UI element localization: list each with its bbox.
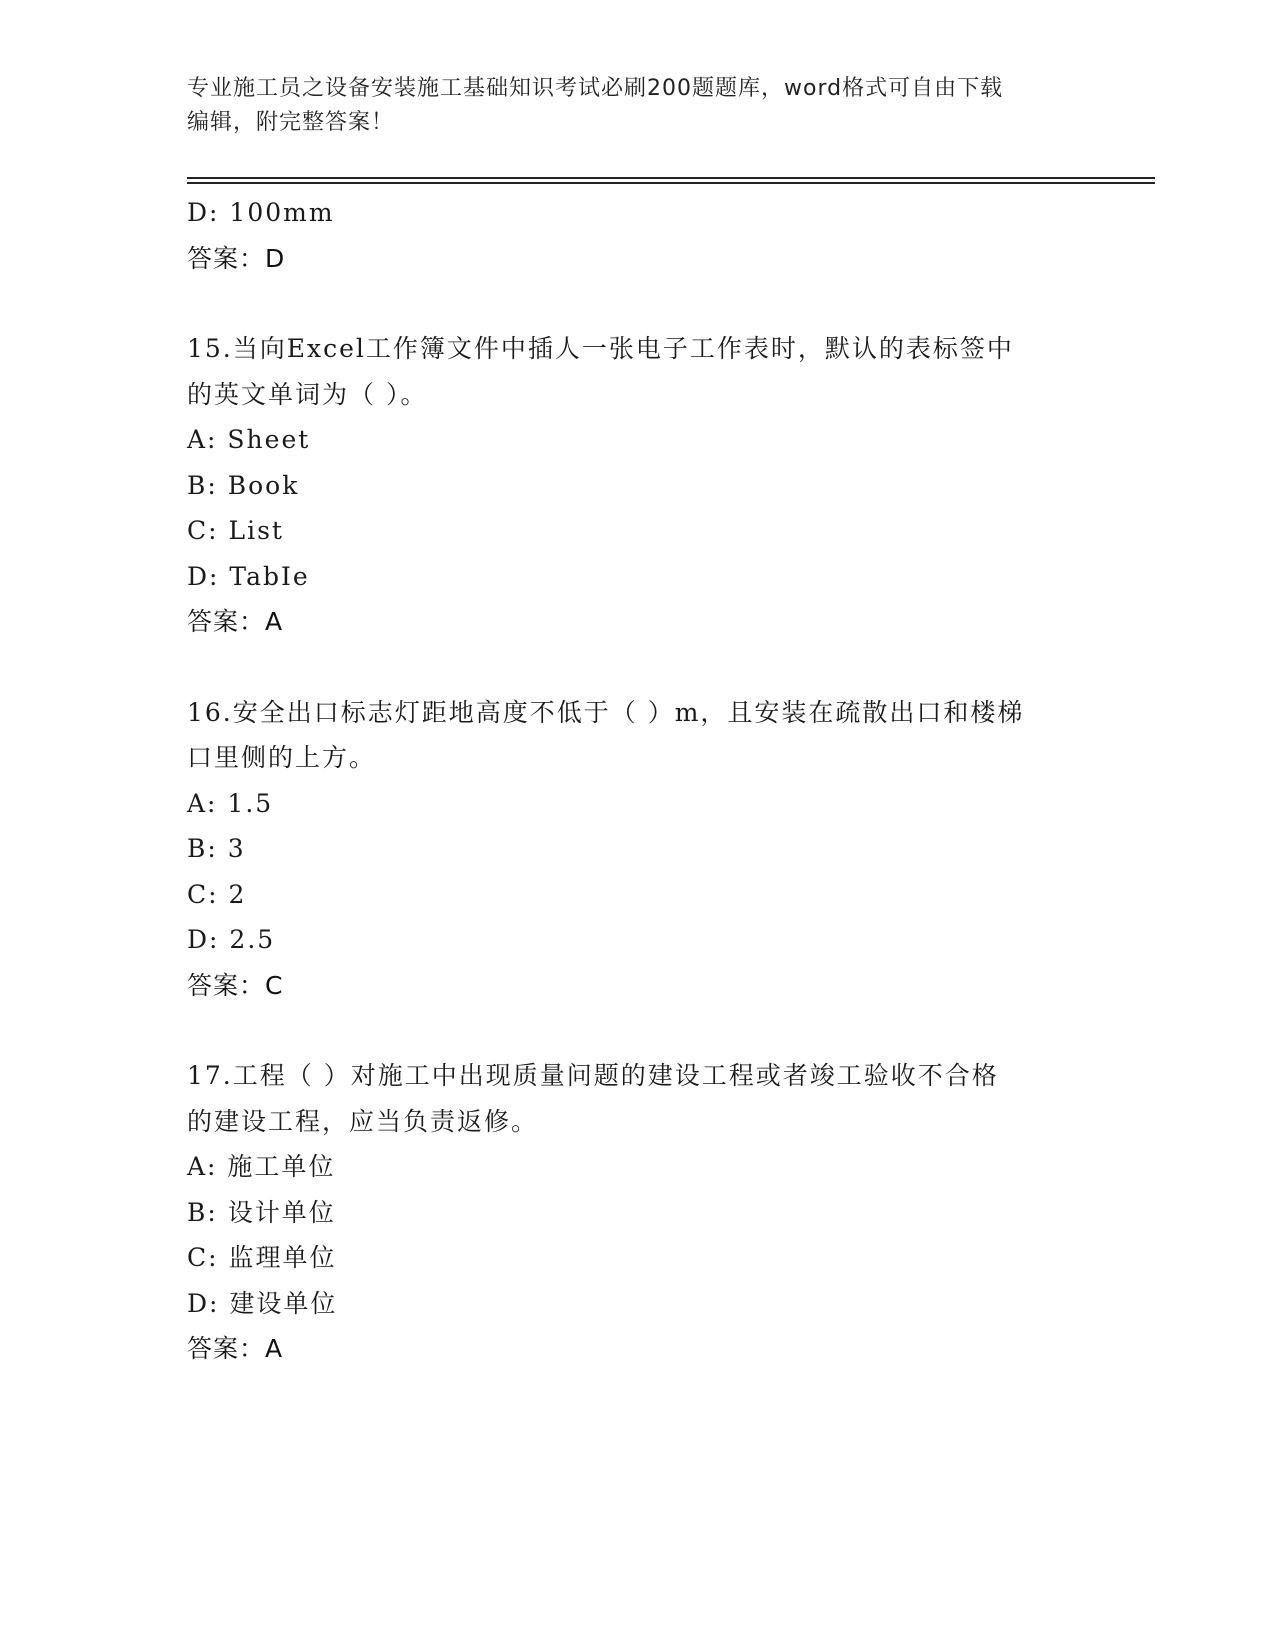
question-stem-continued: 的英文单词为（ ）。 [187,379,428,409]
question-15 [187,326,1087,645]
option-b: B: 3 [187,834,246,863]
question-stem: 15.当向Excel工作簿文件中插人一张电子工作表时，默认的表标签中 [187,334,1014,363]
spacer [187,281,1087,326]
option-a: A: 1.5 [187,788,274,818]
spacer [187,1008,1087,1053]
question-14-tail [187,190,1087,281]
header-line-1: 专业施工员之设备安装施工基础知识考试必刷200题题库，word格式可自由下载 [187,76,1004,101]
spacer [187,645,1087,690]
option-d: D: 建设单位 [187,1288,338,1318]
option-b: B: Book [187,470,300,500]
question-stem: 17.工程（ ）对施工中出现质量问题的建设工程或者竣工验收不合格 [187,1061,999,1090]
question-stem-continued: 的建设工程，应当负责返修。 [187,1106,539,1136]
answer-line: 答案：A [187,607,284,636]
question-list [187,190,1087,1372]
option-a: A: Sheet [187,425,311,454]
option-c: C: 监理单位 [187,1243,337,1272]
document-header [187,72,1087,140]
option-a: A: 施工单位 [187,1152,336,1181]
option-c: C: List [187,516,284,545]
header-divider-top [187,177,1155,179]
option-d: D: 100mm [187,198,335,227]
option-c: C: 2 [187,879,247,909]
question-17 [187,1053,1087,1372]
option-d: D: TabIe [187,561,310,591]
header-line-2: 编辑，附完整答案！ [187,110,395,135]
question-16 [187,690,1087,1009]
answer-line: 答案：C [187,970,284,1000]
question-stem-continued: 口里侧的上方。 [187,743,377,772]
option-d: D: 2.5 [187,925,276,954]
answer-line: 答案：A [187,1334,284,1363]
header-divider-bottom [187,182,1155,184]
option-b: B: 设计单位 [187,1197,336,1227]
answer-line: 答案：D [187,243,286,273]
question-stem: 16.安全出口标志灯距地高度不低于（ ）m，且安装在疏散出口和楼梯 [187,697,1025,727]
